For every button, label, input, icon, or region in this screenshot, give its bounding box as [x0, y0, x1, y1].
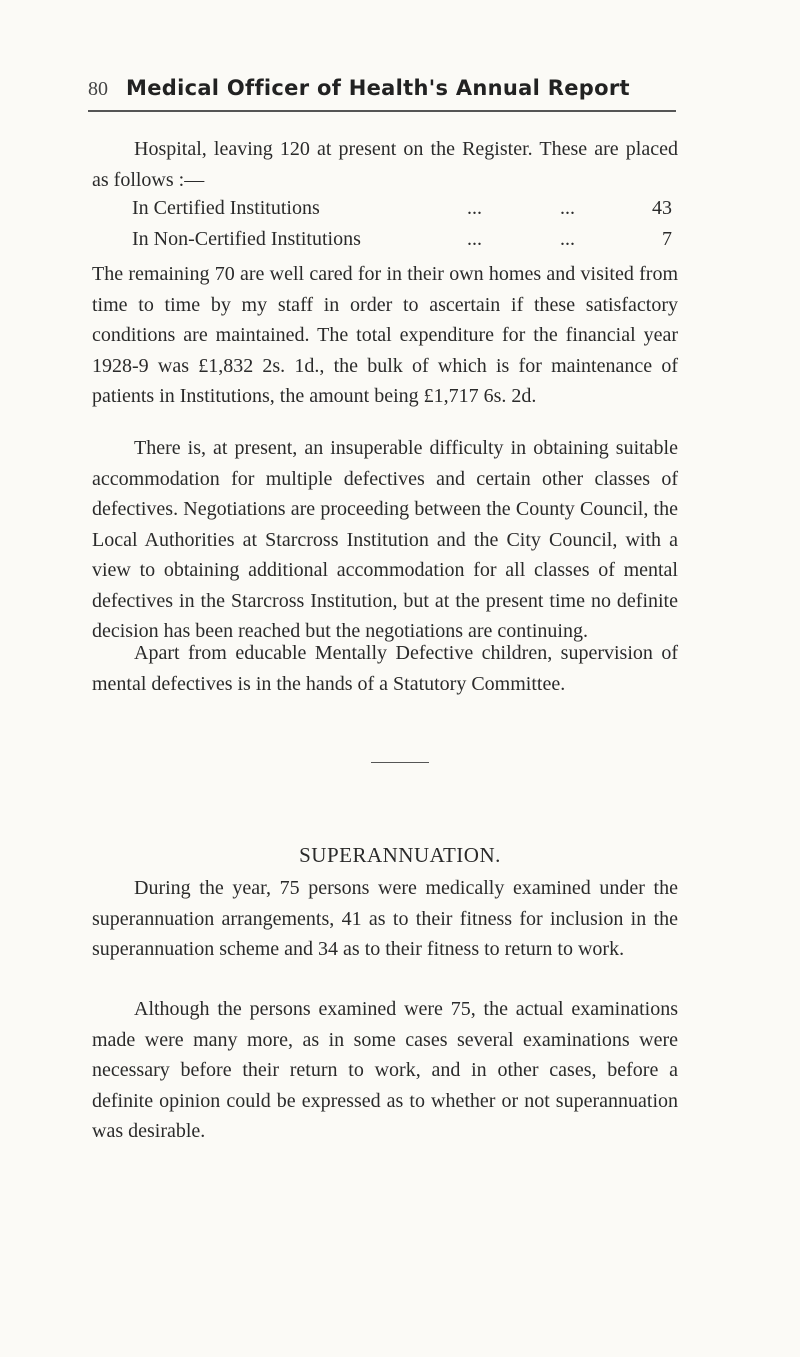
running-title: Medical Officer of Health's Annual Report — [126, 76, 630, 100]
placement-row-certified — [132, 197, 672, 227]
opening-text: Hospital, leaving 120 at present on the Register. These are placed as follows :— — [92, 138, 678, 191]
although-text: Although the persons examined were 75, the actual examinations made were many more, as in some cases several examinations were necessary before their return to work, and in other cases, before a definite opinion could be expressed as to whether or not superannuation was desirable. — [92, 998, 678, 1142]
difficulty-text: There is, at present, an insuperable difficulty in obtaining suitable accommodation for multiple defectives and certain other classes of defectives. Negotiations are proceeding between the County Council, the Local Authorities at Starcross Institution and the City Council, with a view to obtaining additional accommodation for all classes of mental defectives in the Starcross Institution, but at the present time no definite decision has been reached but the negotiations are continuing. — [92, 437, 678, 642]
leader-dots: ... — [467, 197, 482, 219]
page-header — [88, 78, 678, 108]
remaining-paragraph — [92, 259, 678, 412]
although-paragraph — [92, 994, 678, 1147]
during-paragraph — [92, 873, 678, 965]
placement-label: In Non-Certified Institutions — [132, 228, 361, 250]
section-heading-superannuation: SUPERANNUATION. — [299, 843, 501, 867]
apart-text: Apart from educable Mentally Defective children, supervision of mental defectives is in the hands of a Statutory Committee. — [92, 642, 678, 695]
placement-row-non-certified — [132, 228, 672, 258]
placement-label: In Certified Institutions — [132, 197, 320, 219]
placement-value: 43 — [652, 197, 672, 219]
header-rule — [88, 110, 676, 112]
remaining-text: The remaining 70 are well cared for in their own homes and visited from time to time by my staff in order to ascertain if these satisfactory conditions are maintained. The total expenditure for the financial year 1928-9 was £1,832 2s. 1d., the bulk of which is for maintenance of patients in Institutions, the amount being £1,717 6s. 2d. — [92, 263, 678, 407]
leader-dots: ... — [560, 228, 575, 250]
difficulty-paragraph — [92, 433, 678, 647]
opening-paragraph — [92, 134, 678, 195]
page-number: 80 — [88, 78, 108, 100]
leader-dots: ... — [560, 197, 575, 219]
apart-paragraph — [92, 638, 678, 699]
during-text: During the year, 75 persons were medically examined under the superannuation arrangements, 41 as to their fitness for inclusion in the superannuation scheme and 34 as to their fitness to return to work. — [92, 877, 678, 960]
placement-value: 7 — [662, 228, 672, 250]
section-divider — [371, 762, 429, 763]
leader-dots: ... — [467, 228, 482, 250]
